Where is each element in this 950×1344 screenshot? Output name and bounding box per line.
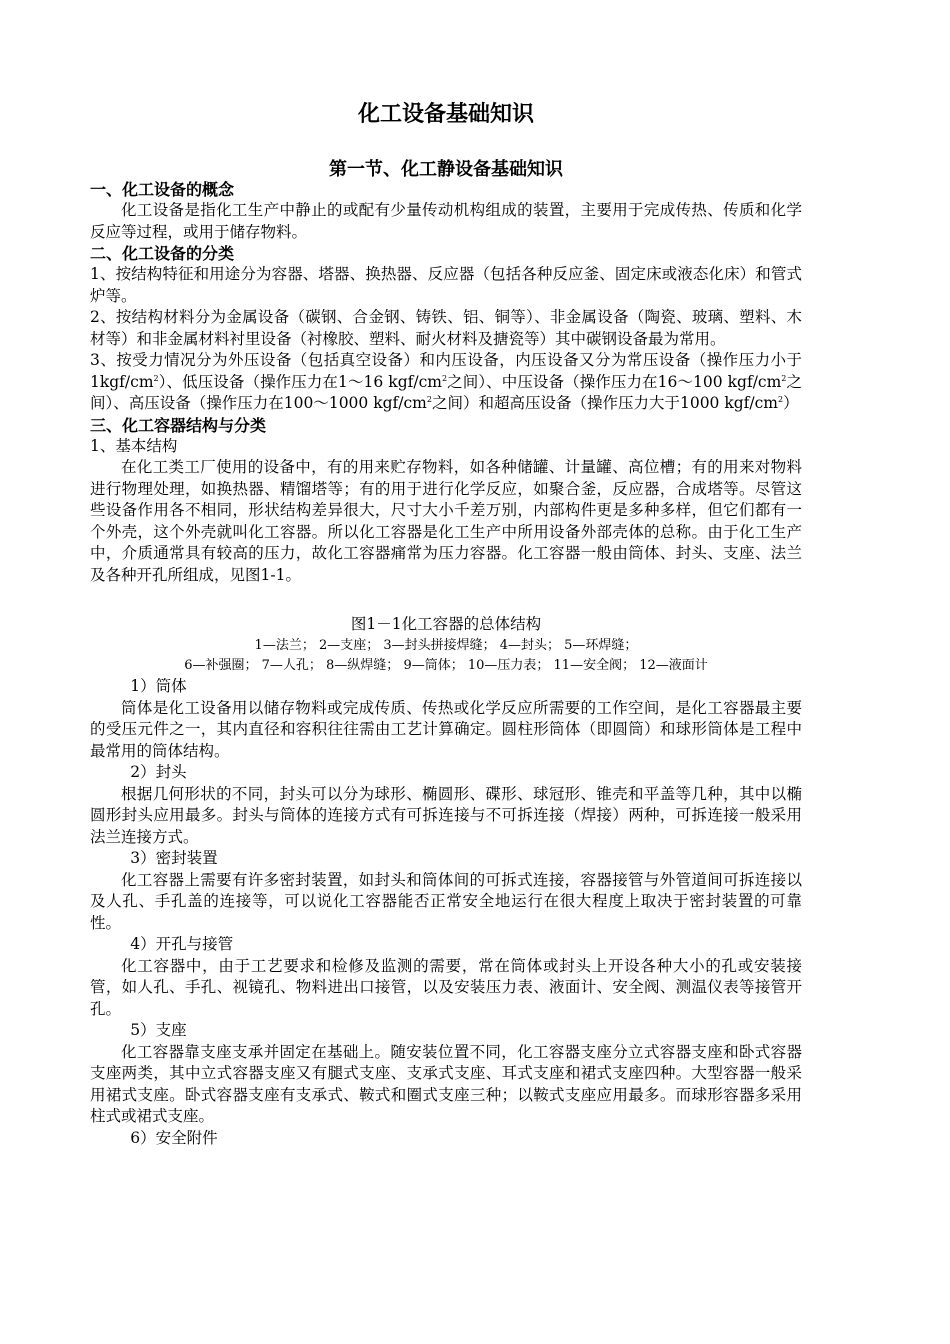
part-label-head: 2）封头 bbox=[130, 763, 187, 781]
heading-concept: 一、化工设备的概念 bbox=[90, 180, 235, 199]
text-run: ）、低压设备（操作压力在1～16 kgf/cm bbox=[158, 372, 442, 391]
part-text-openings: 化工容器中，由于工艺要求和检修及监测的需要，常在筒体或封头上开设各种大小的孔或安装接管，如人孔、手孔、视镜孔、物料进出口接管，以及安装压力表、液面计、安全阀、测温仪表等接管开孔。 bbox=[90, 956, 802, 1018]
superscript: 2 bbox=[778, 395, 784, 404]
paragraph-class-3 bbox=[90, 350, 802, 415]
part-label-seal: 3）密封装置 bbox=[130, 849, 218, 867]
part-text-support: 化工容器靠支座支承并固定在基础上。随安装位置不同，化工容器支座分立式容器支座和卧式容器支座两类，其中立式容器支座又有腿式支座、支承式支座、耳式支座和裙式支座四种。大型容器一般采用裙式支座。卧式容器支座有支承式、鞍式和圈式支座三种；以鞍式支座应用最多。而球形容器多采用柱式或裙式支座。 bbox=[90, 1042, 802, 1125]
document-title: 化工设备基础知识 bbox=[357, 102, 534, 127]
figure-legend-line-1: 1—法兰； 2—支座； 3—封头拼接焊缝； 4—封头； 5—环焊缝； bbox=[254, 638, 638, 653]
figure-placeholder bbox=[90, 586, 802, 608]
paragraph-class-1: 1、按结构特征和用途分为容器、塔器、换热器、反应器（包括各种反应釜、固定床或液态化床）和管式炉等。 bbox=[90, 265, 802, 305]
part-label-openings: 4）开孔与接管 bbox=[130, 935, 234, 953]
paragraph-basic-structure: 在化工类工厂使用的设备中，有的用来贮存物料，如各种储罐、计量罐、高位槽；有的用来对物料进行物理处理，如换热器、精馏塔等；有的用于进行化学反应，如聚合釜，反应器，合成塔等。尽管这些设备作用各不相同，形状结构差异很大，尺寸大小千差万别，内部构件更是多种多样，但它们都有一个外壳，这个外壳就叫化工容器。所以化工容器是化工生产中所用设备外部壳体的总称。由于化工生产中，介质通常具有较高的压力，故化工容器痛常为压力容器。化工容器一般由筒体、封头、支座、法兰及各种开孔所组成，见图1-1。 bbox=[90, 458, 802, 584]
text-run: 3、按受力情况分为外压设备（包括真空设备）和内压设备，内压设备又分为常压设备（操作压力小于1kgf/cm bbox=[90, 351, 802, 391]
superscript: 2 bbox=[441, 373, 448, 383]
text-run: 之间）和超高压设备（操作压力大于1000 kgf/cm bbox=[431, 394, 778, 412]
superscript: 2 bbox=[781, 373, 787, 383]
paragraph-concept: 化工设备是指化工生产中静止的或配有少量传动机构组成的装置，主要用于完成传热、传质和化学反应等过程，或用于储存物料。 bbox=[90, 201, 802, 241]
part-text-shell: 筒体是化工设备用以储存物料或完成传质、传热或化学反应所需要的工作空间，是化工容器最主要的受压元件之一，其内直径和容积往往需由工艺计算确定。圆柱形筒体（即圆筒）和球形筒体是工程中最常用的筒体结构。 bbox=[90, 698, 802, 760]
document-body bbox=[90, 179, 802, 1149]
heading-structure: 三、化工容器结构与分类 bbox=[90, 415, 267, 435]
superscript: 2 bbox=[153, 373, 159, 383]
superscript: 2 bbox=[426, 395, 432, 404]
part-label-support: 5）支座 bbox=[130, 1021, 187, 1039]
subheading-basic-structure: 1、基本结构 bbox=[90, 436, 178, 455]
part-label-safety: 6）安全附件 bbox=[130, 1128, 218, 1147]
part-text-seal: 化工容器上需要有许多密封装置，如封头和筒体间的可拆式连接，容器接管与外管道间可拆连接以及人孔、手孔盖的连接等，可以说化工容器能否正常安全地运行在很大程度上取决于密封装置的可靠性。 bbox=[90, 870, 802, 932]
heading-classification: 二、化工设备的分类 bbox=[90, 244, 235, 263]
figure-caption: 图1－1化工容器的总体结构 bbox=[350, 615, 542, 633]
text-run: 之间）、中压设备（操作压力在16～100 kgf/cm bbox=[447, 372, 782, 391]
part-label-shell: 1）筒体 bbox=[130, 677, 187, 695]
part-text-head: 根据几何形状的不同，封头可以分为球形、椭圆形、碟形、球冠形、锥壳和平盖等几种，其中以椭圆形封头应用最多。封头与筒体的连接方式有可拆连接与不可拆连接（焊接）两种，可拆连接一般采用法兰连接方式。 bbox=[90, 784, 802, 846]
paragraph-class-2: 2、按结构材料分为金属设备（碳钢、合金钢、铸铁、铝、铜等）、非金属设备（陶瓷、玻璃、塑料、木材等）和非金属材料衬里设备（衬橡胶、塑料、耐火材料及搪瓷等）其中碳钢设备最为常用。 bbox=[90, 308, 802, 348]
text-run: 之间）、高压设备（操作压力在100～1000 kgf/cm bbox=[90, 372, 802, 412]
text-run: ） bbox=[783, 394, 799, 412]
figure-legend-line-2: 6—补强圈； 7—人孔； 8—纵焊缝； 9—筒体； 10—压力表； 11—安全阀； 12—液面计 bbox=[184, 658, 708, 673]
section-title: 第一节、化工静设备基础知识 bbox=[329, 159, 563, 180]
